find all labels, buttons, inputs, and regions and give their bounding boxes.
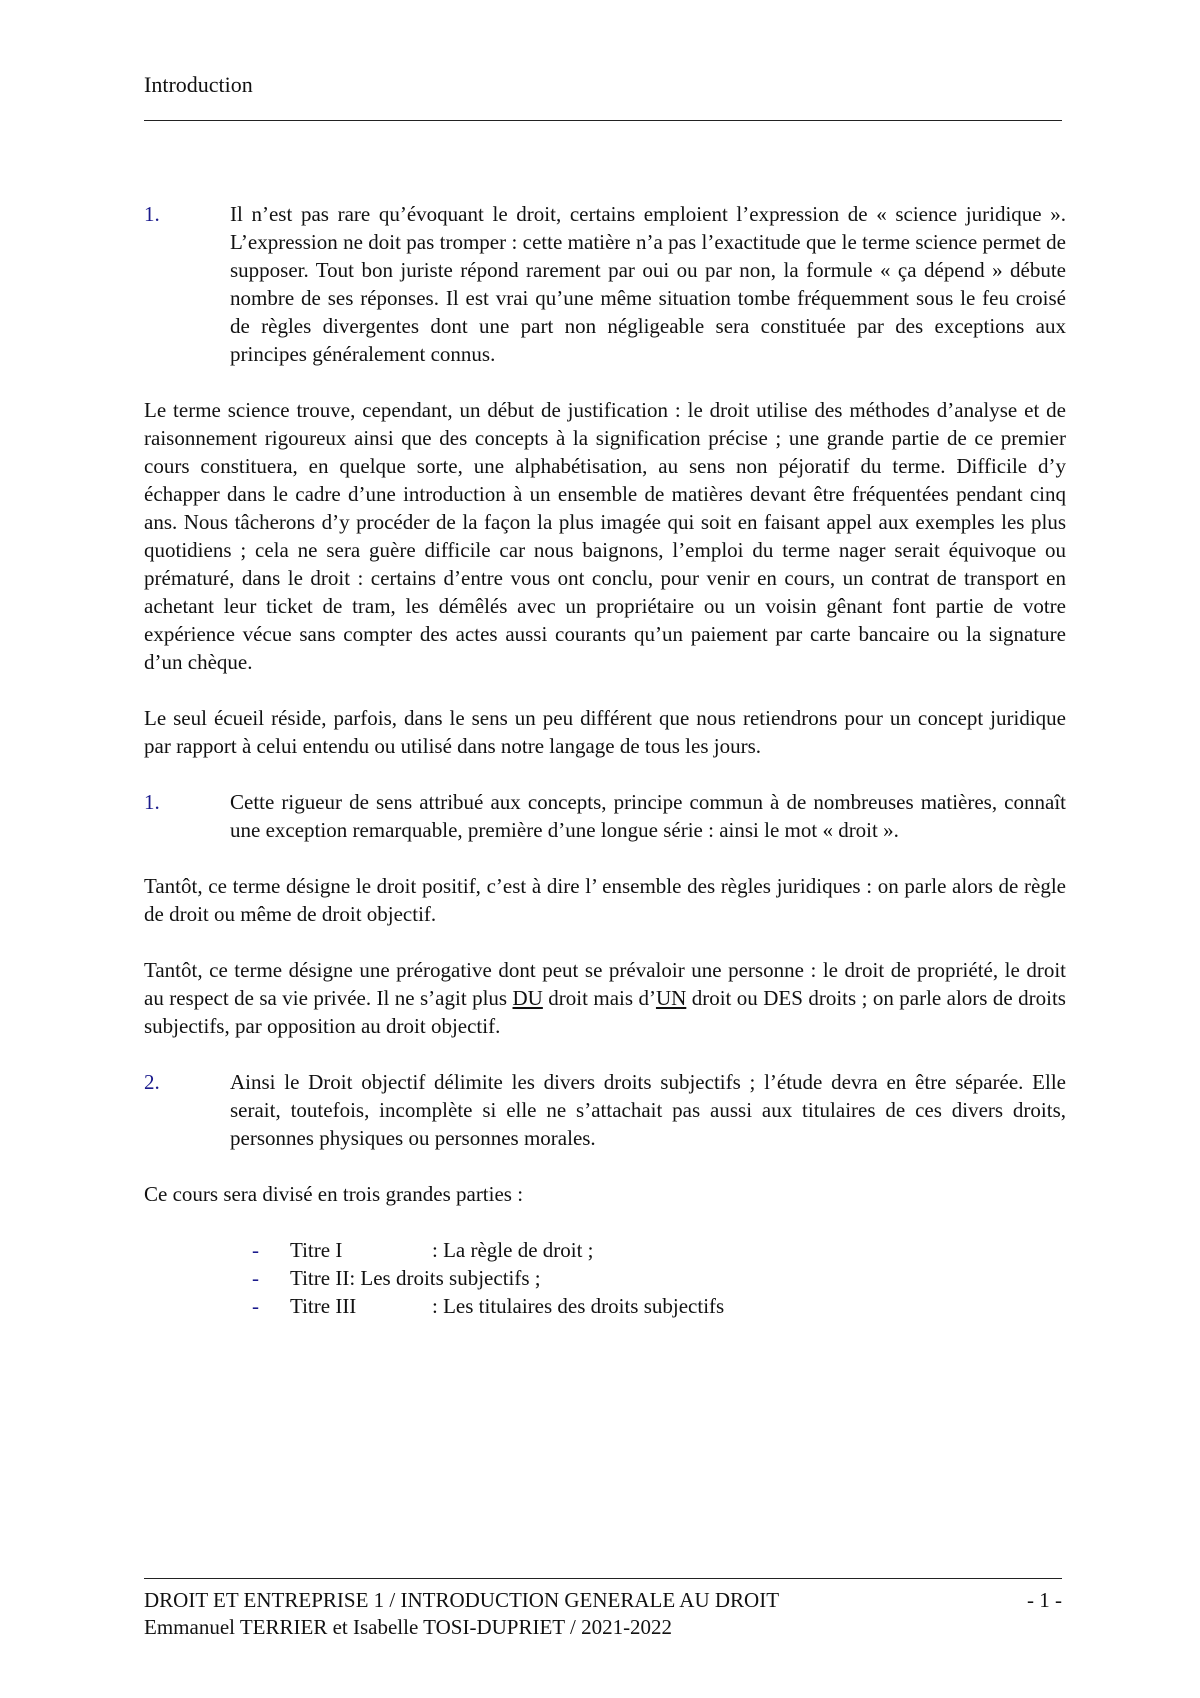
list-item-text — [290, 1264, 541, 1292]
footer-authors: Emmanuel TERRIER et Isabelle TOSI-DUPRIET / 2021-2022 — [144, 1615, 673, 1639]
paragraph-text-part: droit mais d’ — [542, 986, 656, 1010]
title-description: : Les titulaires des droits subjectifs — [432, 1294, 725, 1318]
title-description: : Les droits subjectifs ; — [349, 1266, 541, 1290]
list-bullet: - — [252, 1238, 259, 1262]
paragraph-number: 1. — [144, 202, 160, 226]
document-body — [144, 200, 1066, 1320]
numbered-paragraph — [144, 788, 1066, 844]
paragraph-number: 1. — [144, 790, 160, 814]
paragraph — [144, 956, 1066, 1040]
page-footer — [144, 1578, 1062, 1641]
page-header — [144, 70, 1062, 121]
footer-top-line — [144, 1587, 1062, 1614]
list-item — [252, 1236, 1066, 1264]
paragraph: Tantôt, ce terme désigne le droit positif, c’est à dire l’ ensemble des règles juridiques : on parle alors de règle de droit ou même de droit objectif. — [144, 874, 1066, 926]
title-name: Titre I — [290, 1238, 343, 1262]
underlined-word: DU — [512, 986, 543, 1010]
paragraph-number: 2. — [144, 1070, 160, 1094]
header-title: Introduction — [144, 72, 253, 97]
title-description: : La règle de droit ; — [432, 1238, 594, 1262]
paragraph-text-part: Tantôt, ce terme désigne une prérogative dont peut se prévaloir une personne : le droit de propriété, le droit au respect de sa vie privée. Il ne s’agit plus — [144, 958, 1066, 1010]
numbered-paragraph — [144, 1068, 1066, 1152]
title-name: Titre III — [290, 1294, 357, 1318]
paragraph-text: Cette rigueur de sens attribué aux concepts, principe commun à de nombreuses matières, connaît une exception remarquable, première d’une longue série : ainsi le mot « droit ». — [230, 790, 1066, 842]
list-item — [252, 1292, 1066, 1320]
list-item-text — [290, 1236, 594, 1264]
paragraph: Le terme science trouve, cependant, un début de justification : le droit utilise des méthodes d’analyse et de raisonnement rigoureux ainsi que des concepts à la signification précise ; une grande partie de ce premier cours constituera, en quelque sorte, une alphabétisation, au sens non péjoratif du terme. Difficile d’y échapper dans le cadre d’une introduction à un ensemble de matières devant être fréquentées pendant cinq ans. Nous tâcherons d’y procéder de la façon la plus imagée qui soit en faisant appel aux exemples les plus quotidiens ; cela ne sera guère difficile car nous baignons, l’emploi du terme nager serait équivoque ou prématuré, dans le droit : certains d’entre vous ont conclu, pour venir en cours, un contrat de transport en achetant leur ticket de tram, les démêlés avec un propriétaire ou un voisin gênant font partie de votre expérience vécue sans compter des actes aussi courants qu’un paiement par carte bancaire ou la signature d’un chèque. — [144, 398, 1066, 674]
numbered-paragraph — [144, 200, 1066, 368]
titles-list — [144, 1236, 1066, 1320]
paragraph-text-part: droit ou DES droits ; on parle alors de droits subjectifs, par opposition au droit objectif. — [144, 986, 1066, 1038]
list-bullet: - — [252, 1294, 259, 1318]
footer-course: DROIT ET ENTREPRISE 1 / INTRODUCTION GENERALE AU DROIT — [144, 1588, 780, 1612]
page-number: - 1 - — [1027, 1588, 1062, 1612]
paragraph-text: Ainsi le Droit objectif délimite les divers droits subjectifs ; l’étude devra en être séparée. Elle serait, toutefois, incomplète si elle ne s’attachait pas aussi aux titulaires de ces divers droits, personnes physiques ou personnes morales. — [230, 1070, 1066, 1150]
paragraph: Le seul écueil réside, parfois, dans le sens un peu différent que nous retiendrons pour un concept juridique par rapport à celui entendu ou utilisé dans notre langage de tous les jours. — [144, 706, 1066, 758]
paragraph-text: Il n’est pas rare qu’évoquant le droit, certains emploient l’expression de « science juridique ». L’expression ne doit pas tromper : cette matière n’a pas l’exactitude que le terme science permet de supposer. Tout bon juriste répond rarement par oui ou par non, la formule « ça dépend » débute nombre de ses réponses. Il est vrai qu’une même situation tombe fréquemment sous le feu croisé de règles divergentes dont une part non négligeable sera constituée par des exceptions aux principes généralement connus. — [230, 202, 1066, 366]
list-item — [252, 1264, 1066, 1292]
title-name: Titre II — [290, 1266, 350, 1290]
paragraph: Ce cours sera divisé en trois grandes parties : — [144, 1182, 524, 1206]
list-bullet: - — [252, 1266, 259, 1290]
underlined-word: UN — [655, 986, 687, 1010]
list-item-text — [290, 1292, 724, 1320]
